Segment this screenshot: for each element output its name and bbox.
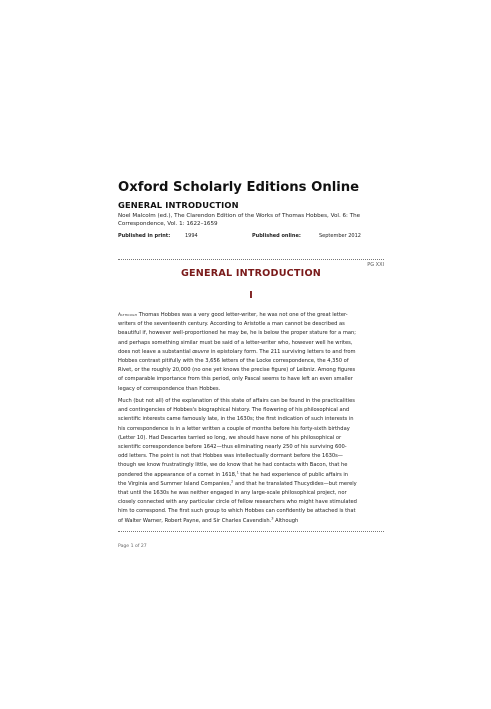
text-line: that until the 1630s he was neither engaged in any large-scale philosophical project, nor bbox=[118, 490, 347, 497]
text-line: scientific correspondence before 1642—thus eliminating nearly 250 of his surviving 600- bbox=[118, 444, 347, 451]
citation-line: Noel Malcolm (ed.), The Clarendon Edition of the Works of Thomas Hobbes, Vol. 6: The bbox=[118, 213, 361, 219]
text-line: Hobbes contrast pitifully with the 3,656 letters of the Locke correspondence, the 4,350 of bbox=[118, 358, 349, 365]
drop-word: Although bbox=[118, 313, 138, 318]
text-line: Much (but not all) of the explanation of this state of affairs can be found in the practicalities bbox=[118, 398, 355, 404]
text-line: of comparable importance from this period, only Pascal seems to have left an even smaller bbox=[118, 376, 353, 383]
paragraph-2 bbox=[118, 397, 384, 526]
citation bbox=[118, 213, 384, 229]
text-line: his correspondence is in a letter written a couple of months before his forty-sixth birthday bbox=[118, 425, 350, 432]
text-line: (Letter 10). Had Descartes tarried so long, we should have none of his philosophical or bbox=[118, 434, 342, 441]
text-line: Rivet, or the roughly 20,000 (no one yet knows the precise figure) of Leibniz. Among figures bbox=[118, 367, 356, 374]
top-divider bbox=[118, 259, 384, 260]
page-count: Page 1 of 27 bbox=[118, 544, 147, 549]
content-heading: GENERAL INTRODUCTION bbox=[180, 268, 322, 279]
text-line: the Virginia and Summer Island Companies,$^2$ and that he translated Thucydides—but merely bbox=[118, 479, 357, 487]
text-line: Although Thomas Hobbes was a very good letter-writer, he was not one of the great letter- bbox=[118, 312, 348, 318]
footnote-ref[interactable]: 1 bbox=[236, 469, 239, 474]
text-line: closely connected with any particular circle of fellow researchers who might have stimulated bbox=[118, 499, 357, 506]
site-title: Oxford Scholarly Editions Online bbox=[118, 180, 360, 195]
text-line: him to correspond. The first such group to which Hobbes can confidently be attached is that bbox=[118, 508, 356, 515]
text-line: and perhaps something similar must be said of a letter-writer who, however well he writes, bbox=[118, 339, 353, 346]
text-line: of Walter Warner, Robert Payne, and Sir Charles Cavendish.$^3$ Although bbox=[118, 515, 299, 524]
text-line: beautiful if, however well-proportioned he may be, he is below the proper stature for a man; bbox=[118, 330, 356, 337]
chapter-numeral: I bbox=[249, 290, 253, 301]
text-line: pondered the appearance of a comet in 1618,$^1$ that he had experience of public affairs in bbox=[118, 469, 349, 478]
text-line: and contingencies of Hobbes's biographical history. The flowering of his philosophical and bbox=[118, 407, 350, 414]
page-label: PG XXI bbox=[367, 262, 384, 268]
published-online-value: September 2012 bbox=[319, 232, 361, 239]
text-line: though we know frustratingly little, we do know that he had contacts with Bacon, that he bbox=[118, 462, 348, 469]
paragraph-1 bbox=[118, 311, 384, 394]
publication-info bbox=[118, 233, 384, 241]
text-line: odd letters. The point is not that Hobbes was intellectually dormant before the 1630s— bbox=[118, 453, 343, 460]
text-line: scientific interests came famously late, in the 1630s; the first indication of such interests in bbox=[118, 416, 354, 423]
citation-line: Correspondence, Vol. 1: 1622–1659 bbox=[118, 220, 218, 227]
section-title: GENERAL INTRODUCTION bbox=[118, 200, 239, 210]
published-print-label: Published in print: bbox=[118, 232, 171, 239]
text-line: does not leave a substantial œuvre in epistolary form. The 211 surviving letters to and from bbox=[118, 348, 356, 355]
document-header bbox=[118, 180, 384, 241]
published-print-value: 1994 bbox=[185, 232, 198, 239]
bottom-divider bbox=[118, 531, 384, 532]
published-online-label: Published online: bbox=[252, 232, 301, 239]
text-line: legacy of correspondence than Hobbes. bbox=[118, 385, 221, 392]
text-line: writers of the seventeenth century. According to Aristotle a man cannot be described as bbox=[118, 321, 345, 328]
footnote-ref[interactable]: 2 bbox=[231, 479, 234, 484]
footnote-ref[interactable]: 3 bbox=[271, 515, 274, 520]
